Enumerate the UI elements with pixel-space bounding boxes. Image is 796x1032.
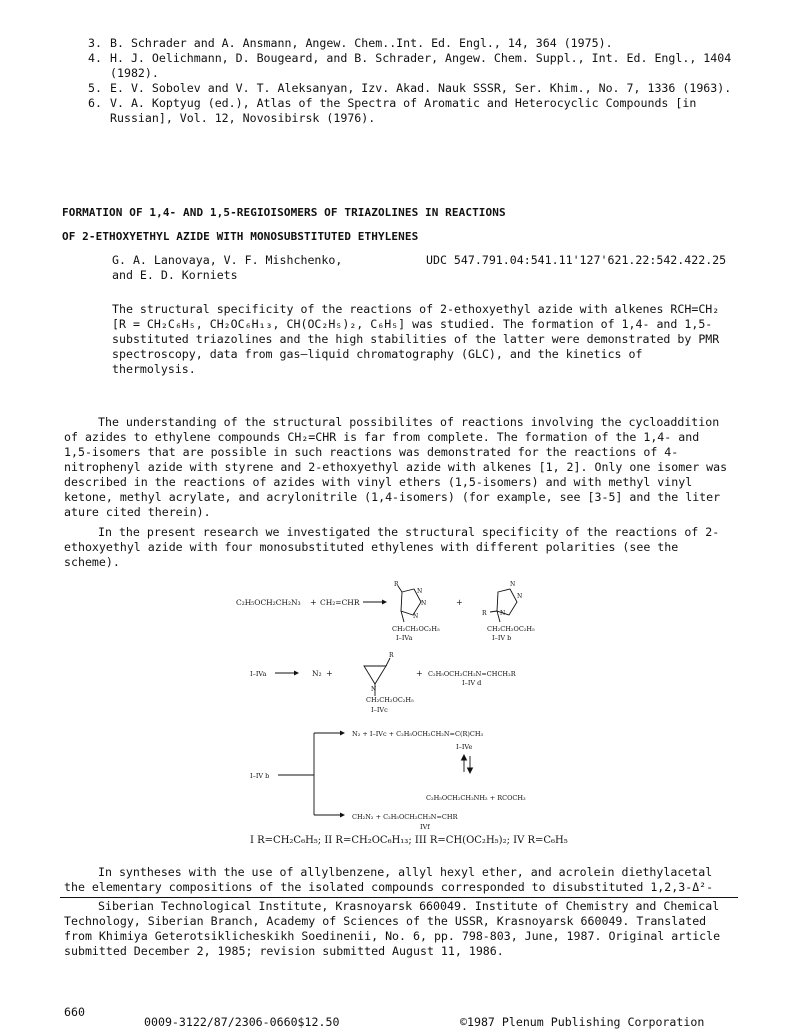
paragraph-intro-text: The understanding of the structural possibilites of reactions involving the cycloaddition of azides to ethylene compounds CH₂=CHR is far from complete. The formation of the 1,4- and 1,5-isomers that are possible in such reactions was demonstrated for the reactions of 4-nitrophenyl azide with styrene and 2-ethoxyethyl azide with alkenes [1, 2]. Only one isomer was described in the reactions of azides with vinyl ethers (1,5-isomers) and with methyl vinyl ketone, methyl acrylate, and acrylonitrile (1,4-isomers) (for example, see [3-5] and the liter ature cited therein). [64,415,728,519]
branch-arrows [278,733,340,815]
branch-arrow-head-top [340,731,345,736]
paragraph-research-text: In the present research we investigated the structural specificity of the reactions of 2-ethoxyethyl azide with four monosubstituted ethylenes with different polarities (see the scheme). [64,525,720,569]
scheme-legend: I R=CH₂C₆H₅; II R=CH₂OC₆H₁₃; III R=CH(OC₂H₅)₂; IV R=C₆H₅ [250,835,568,846]
paragraph-intro [64,415,732,520]
equilibrium-arrows [462,755,473,773]
paragraph-research [64,525,732,570]
scheme-alkene: CH₂=CHR [320,598,360,607]
row2-n2: N₂ [312,669,322,678]
footnote [64,899,736,959]
scheme-reactant: C₂H₅OCH₂CH₂N₃ [236,598,301,607]
triazoline-a-N2: N [421,600,427,607]
label-I-IVe: I–IVe [456,743,473,751]
label-I-IVc: I–IVc [371,706,388,714]
authors-line-2: and E. D. Korniets [112,268,238,282]
paragraph-synthesis-text: In syntheses with the use of allylbenzene, allyl hexyl ether, and acrolein diethylacetal the elementary compositions of the isolated compounds corresponded to disubstituted 1,2,3-Δ²- [64,865,714,894]
label-IVf: IVf [420,823,430,831]
triazoline-a-N1: N [417,588,423,595]
footnote-divider [60,897,738,898]
paragraph-synthesis [64,865,732,895]
scheme-plus-2: + [456,598,463,607]
reference-text: H. J. Oelichmann, D. Bougeard, and B. Schrader, Angew. Chem. Suppl., Int. Ed. Engl., 1404 (1982). [110,51,732,80]
row3-amine-ketone: C₂H₅OCH₂CH₂NH₂ + RCOCH₃ [426,794,526,802]
arrow-1 [363,600,387,605]
row3-bottom-products: CH₂N₂ + C₂H₅OCH₂CH₂N=CHR [352,813,458,821]
reference-text: E. V. Sobolev and V. T. Aleksanyan, Izv. Akad. Nauk SSSR, Ser. Khim., No. 7, 1336 (1963). [110,81,732,95]
triazoline-a-N3: N [413,613,419,620]
footnote-text: Siberian Technological Institute, Krasnoyarsk 660049. Institute of Chemistry and Chemical Technology, Siberian Branch, Academy of Sciences of the USSR, Krasnoyarsk 660049. Translated from Khimiya Geterotsiklicheskikh Soedinenii, No. 6, pp. 798-803, June, 1987. Original article submitted December 2, 1985; revision submitted August 11, 1986. [64,899,721,958]
copyright: ©1987 Plenum Publishing Corporation [460,1015,705,1029]
reference-number: 6. [88,96,102,110]
article-title [62,201,752,249]
aziridine-substituent: CH₂CH₂OC₂H₅ [366,696,414,704]
arrow-2 [275,671,299,676]
row2-start-label: I–IVa [250,670,267,678]
authors-line-1: G. A. Lanovaya, V. F. Mishchenko, [112,253,343,267]
page-number: 660 [64,1005,85,1019]
title-line-1: FORMATION OF 1,4- AND 1,5-REGIOISOMERS OF TRIAZOLINES IN REACTIONS [62,206,506,219]
label-I-IVd: I–IV d [462,679,482,687]
row2-imine: C₂H₅OCH₂CH₂N=CHCH₂R [428,670,516,678]
triazoline-b-N1: N [510,581,516,588]
aziridine-R: R [389,652,394,659]
triazoline-b-N3: N [500,610,506,617]
reaction-scheme [230,578,590,848]
triazoline-b-ring [490,589,517,622]
aziridine-N: N [371,686,377,693]
row3-top-products: N₂ + I–IVc + C₂H₅OCH₂CH₂N=C(R)CH₃ [352,730,484,738]
references-list [80,36,740,126]
scheme-plus: + [310,598,317,607]
row2-plus: + [326,669,333,678]
reference-text: B. Schrader and A. Ansmann, Angew. Chem..Int. Ed. Engl., 14, 364 (1975). [110,36,613,50]
reference-item [80,96,740,126]
authors [112,253,412,283]
journal-code: 0009-3122/87/2306-0660$12.50 [144,1015,340,1029]
reference-number: 3. [88,36,102,50]
branch-arrow-head-bottom [340,813,345,818]
label-I-IVb: I–IV b [492,634,512,642]
reference-number: 5. [88,81,102,95]
title-line-2: OF 2-ETHOXYETHYL AZIDE WITH MONOSUBSTITUTED ETHYLENES [62,230,419,243]
row2-plus-2: + [416,669,423,678]
udc-code: UDC 547.791.04:541.11'127'621.22:542.422.25 [426,253,727,267]
row3-start-label: I–IV b [250,772,270,780]
reference-text: V. A. Koptyug (ed.), Atlas of the Spectra of Aromatic and Heterocyclic Compounds [in Russian], Vol. 12, Novosibirsk (1976). [110,96,697,125]
label-I-IVa: I–IVa [396,634,413,642]
triazoline-a-substituent: CH₂CH₂OC₂H₅ [392,625,440,633]
reference-item [80,51,740,81]
reference-item [80,81,740,96]
aziridine-ring [364,658,390,696]
triazoline-b-R: R [482,610,487,617]
triazoline-a-R: R [394,581,399,588]
abstract: The structural specificity of the reactions of 2-ethoxyethyl azide with alkenes RCH=CH₂ [R = CH₂C₆H₅, CH₂OC₆H₁₃, CH(OC₂H₅)₂, C₆H₅] was studied. The formation of 1,4- and 1,5-substituted triazolines and the high stabilities of the latter were demonstrated by PMR spectroscopy, data from gas–liquid chromatography (GLC), and the kinetics of thermolysis. [112,302,720,376]
triazoline-b-substituent: CH₂CH₂OC₂H₅ [487,625,535,633]
triazoline-b-N2: N [517,593,523,600]
reference-item [80,36,740,51]
reference-number: 4. [88,51,102,65]
